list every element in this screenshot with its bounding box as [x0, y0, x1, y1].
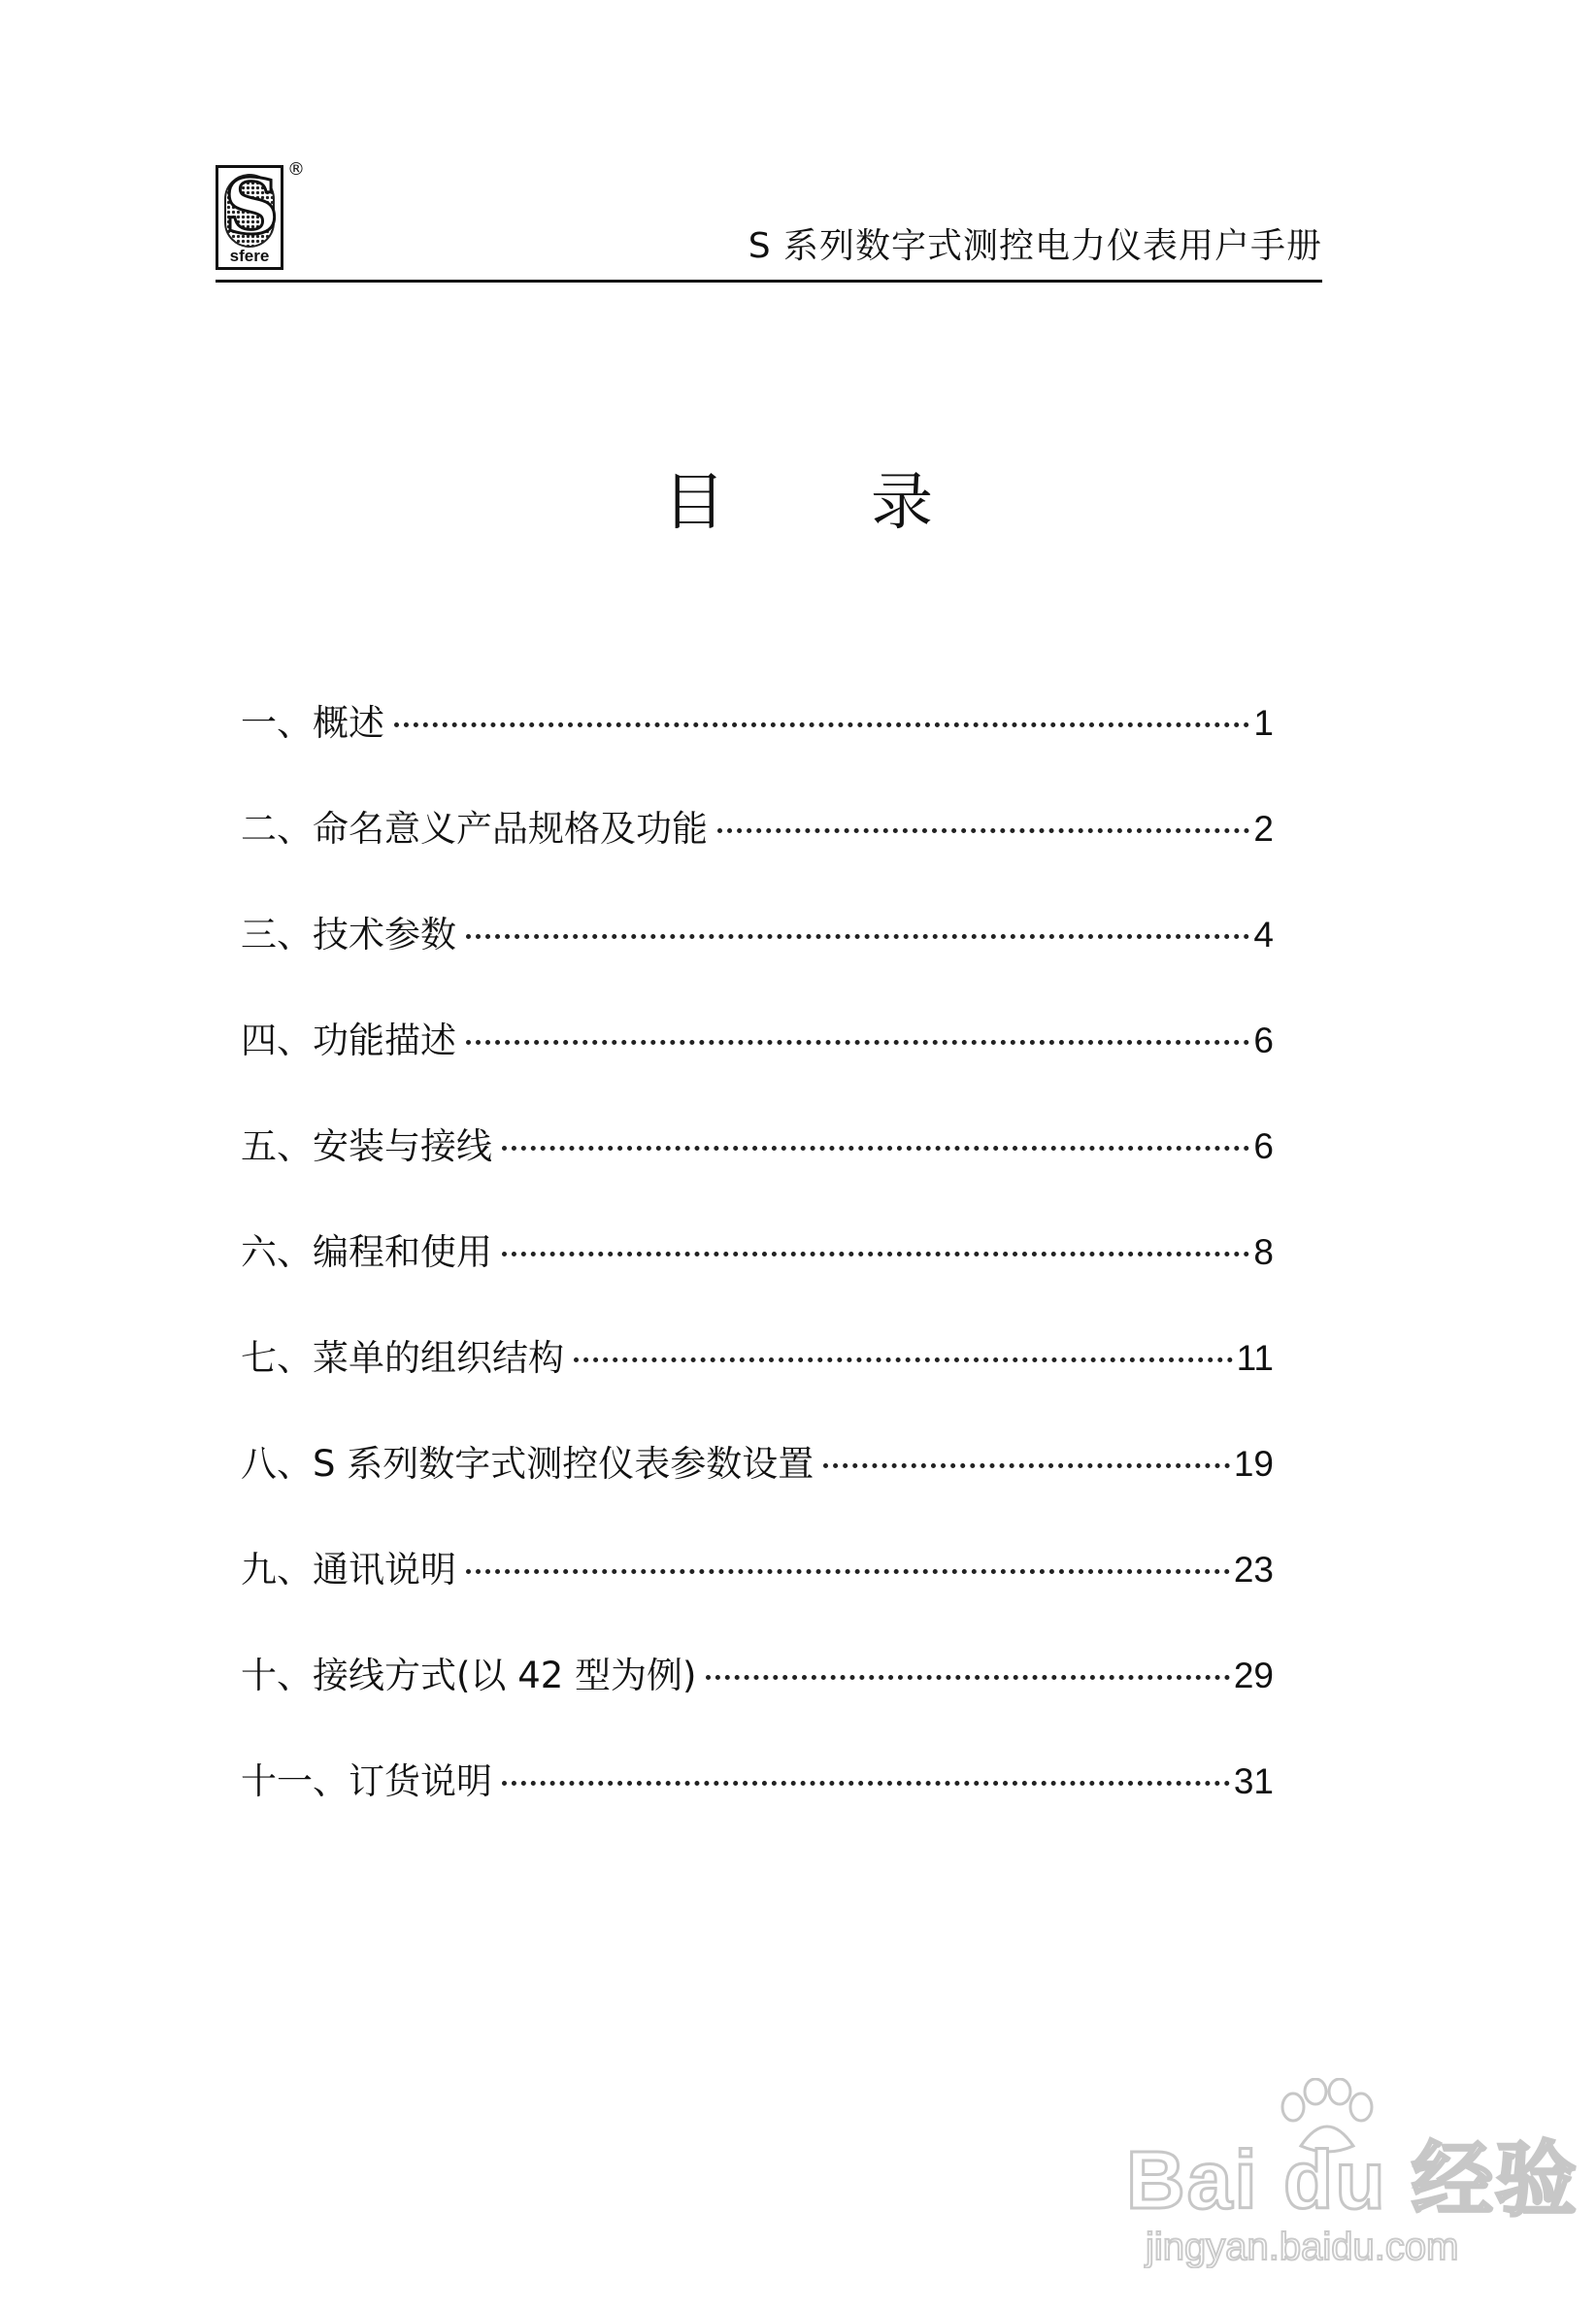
page-title-char-2: 录	[871, 467, 933, 539]
toc-entry-page: 6	[1253, 1021, 1274, 1060]
dot-leader	[574, 1357, 1233, 1362]
watermark-url: jingyan.baidu.com	[1146, 2226, 1459, 2268]
dot-leader	[823, 1463, 1230, 1468]
toc-entry[interactable]	[241, 699, 1274, 805]
header-rule	[216, 280, 1322, 283]
toc-entry-label: 十、接线方式(以 42 型为例)	[241, 1655, 697, 1696]
toc-entry-page: 29	[1233, 1656, 1274, 1695]
toc-entry-page: 8	[1253, 1232, 1274, 1272]
page-title	[0, 464, 1596, 542]
toc-entry[interactable]	[241, 1334, 1274, 1440]
dot-leader	[717, 828, 1249, 833]
toc-entry[interactable]	[241, 1440, 1274, 1546]
document-title: S 系列数字式测控电力仪表用户手册	[748, 226, 1322, 266]
toc-entry-label: 五、安装与接线	[241, 1125, 492, 1167]
toc-entry[interactable]	[241, 1652, 1274, 1758]
toc-entry-label: 九、通讯说明	[241, 1549, 456, 1591]
watermark-main-text: Bai du 经验	[1126, 2134, 1579, 2226]
toc-entry[interactable]	[241, 1228, 1274, 1334]
toc-entry-page: 4	[1253, 915, 1274, 955]
toc-entry-label: 七、菜单的组织结构	[241, 1337, 564, 1379]
logo-s-letter: S	[224, 163, 280, 251]
baidu-jingyan-watermark	[1126, 2078, 1579, 2268]
page-header	[216, 159, 1322, 282]
toc-entry-label: 一、概述	[241, 702, 384, 744]
dot-leader	[502, 1781, 1230, 1786]
toc-entry-page: 2	[1253, 809, 1274, 849]
registered-mark: ®	[287, 159, 305, 180]
toc-entry-label: 八、S 系列数字式测控仪表参数设置	[241, 1443, 815, 1485]
dot-leader	[394, 722, 1249, 727]
dot-leader	[706, 1675, 1229, 1680]
toc-entry-label: 六、编程和使用	[241, 1231, 492, 1273]
dot-leader	[502, 1252, 1249, 1256]
toc-entry-page: 19	[1233, 1444, 1274, 1484]
toc-entry-label: 三、技术参数	[241, 914, 456, 955]
dot-leader	[502, 1146, 1249, 1151]
table-of-contents	[241, 699, 1274, 1863]
toc-entry-page: 6	[1253, 1126, 1274, 1166]
dot-leader	[466, 1569, 1230, 1574]
dot-leader	[466, 1040, 1249, 1045]
toc-entry-page: 23	[1233, 1550, 1274, 1590]
toc-entry-label: 四、功能描述	[241, 1020, 456, 1061]
toc-entry-page: 11	[1236, 1338, 1274, 1378]
dot-leader	[466, 934, 1249, 939]
toc-entry[interactable]	[241, 911, 1274, 1017]
toc-entry[interactable]	[241, 1758, 1274, 1863]
toc-entry-label: 二、命名意义产品规格及功能	[241, 808, 708, 850]
logo-brand-text: sfere	[229, 247, 270, 265]
toc-entry-page: 31	[1233, 1761, 1274, 1801]
toc-entry[interactable]	[241, 1017, 1274, 1122]
toc-entry[interactable]	[241, 805, 1274, 911]
toc-entry-label: 十一、订货说明	[241, 1760, 492, 1802]
toc-entry-page: 1	[1253, 703, 1274, 743]
toc-entry[interactable]	[241, 1122, 1274, 1228]
sfere-logo	[216, 165, 283, 270]
page-title-char-1: 目	[663, 467, 725, 539]
toc-entry[interactable]	[241, 1546, 1274, 1652]
